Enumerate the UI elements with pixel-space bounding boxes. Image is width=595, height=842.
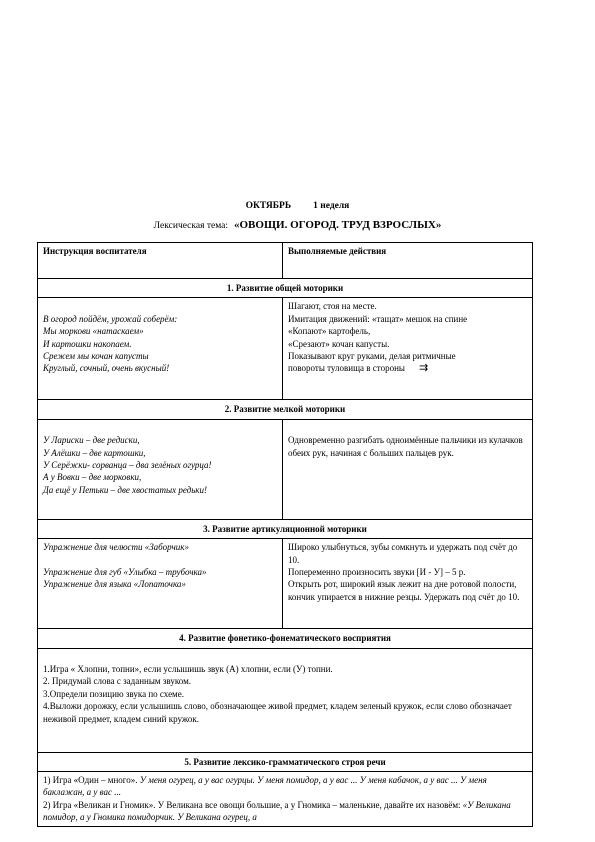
section-1-actions: Шагают, стоя на месте. Имитация движений: «тащат» мешок на спине «Копают» картофель, «Срезают» кочан капусты. Показывают круг руками, делая ритмичные повороты туловища в стороны [288,301,468,374]
game-giant-gnome-example: «У Великана помидор, а у Гномика помидорчик. У Великана огурец, а [43,799,511,823]
section-5-title: 5. Развитие лексико-грамматического строя речи [38,752,533,771]
game-giant-gnome-title: 2) Игра «Великан и Гномик». У Великана все овощи большие, а у Гномика – маленькие, давайте их назовём: [43,799,463,810]
section-1-row [38,298,533,400]
section-1-actions-cell [283,298,533,400]
game-one-many [43,774,527,799]
section-title-row [38,279,533,298]
double-arrow-icon: ⇉ [418,362,429,375]
section-4-row [38,648,533,752]
theme-title: «ОВОЩИ. ОГОРОД. ТРУД ВЗРОСЛЫХ» [234,219,442,231]
section-title-row [38,400,533,419]
section-4-body: 1.Игра « Хлопни, топни», если услышишь звук (А) хлопни, если (У) топни. 2. Придумай слова с заданным звуком. 3.Определи позицию звука по схеме. 4.Выложи дорожку, если услышишь слово, обозначающее живой предмет, кладем зеленый кружок, если слово обозначает неживой предмет, кладем синий кружок. [38,648,533,752]
theme-label: Лексическая тема: [153,221,228,231]
section-2-actions: Одновременно разгибать одноимённые пальчики из кулачков обеих рук, начиная с больших пальцев рук. [283,419,533,519]
section-3-title: 3. Развитие артикуляционной моторики [38,519,533,538]
section-title-row [38,519,533,538]
section-1-instruction: В огород пойдём, урожай соберём: Мы моркови «натаскаем» И картошки накопаем. Срежем мы кочан капусты Круглый, сочный, очень вкусный! [38,298,283,400]
section-2-row [38,419,533,519]
section-2-instruction: У Лариски – две редиски, У Алёшки – две картошки, У Серёжки- сорванца – два зелёных огурца! А у Вовки – две морковки, Да ещё у Петьки – две хвостатых редьки! [38,419,283,519]
game-giant-gnome [43,799,527,824]
section-3-actions: Широко улыбнуться, зубы сомкнуть и удержать под счёт до 10. Попеременно произносить звуки [И - У] – 5 р. Открыть рот, широкий язык лежит на дне ротовой полости, кончик упирается в нижние резцы. Удержать под счёт до 10. [283,539,533,629]
lesson-table [37,242,533,827]
table-header-row [38,243,533,279]
section-5-row [38,772,533,827]
header-month-week [0,201,595,211]
section-1-title: 1. Развитие общей моторики [38,279,533,298]
game-one-many-example: У меня огурец, а у вас огурцы. У меня помидор, а у вас ... У меня кабачок, а у вас ... У меня баклажан, а у вас ... [43,775,487,798]
game-one-many-title: 1) Игра «Один – много». [43,775,140,786]
month-label: ОКТЯБРЬ [245,201,292,211]
col-header-instruction: Инструкция воспитателя [38,243,283,279]
header-theme [0,219,595,231]
section-3-instruction: Упражнение для челюсти «Заборчик» Упражнение для губ «Улыбка – трубочка» Упражнение для языка «Лопаточка» [38,539,283,629]
section-5-body [38,772,533,827]
section-2-title: 2. Развитие мелкой моторики [38,400,533,419]
section-3-row [38,539,533,629]
section-title-row [38,752,533,771]
section-title-row [38,629,533,648]
week-label: 1 неделя [313,201,350,211]
col-header-actions: Выполняемые действия [283,243,533,279]
section-4-title: 4. Развитие фонетико-фонематического восприятия [38,629,533,648]
